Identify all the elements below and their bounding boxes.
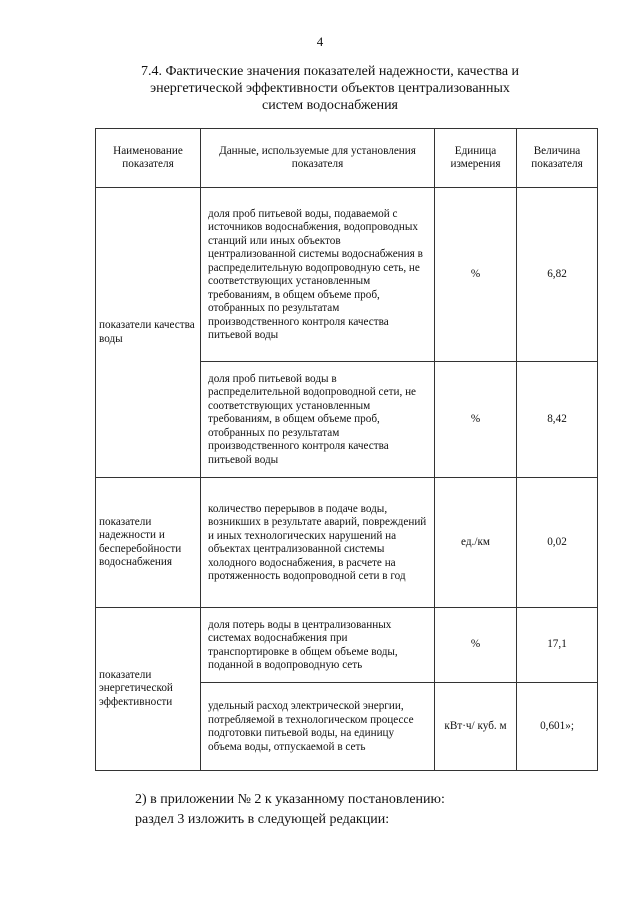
row-unit: кВт·ч/ куб. м — [435, 683, 517, 771]
row-unit: % — [435, 188, 517, 362]
header-unit: Единица измерения — [435, 129, 517, 188]
amendment-text-line-2: раздел 3 изложить в следующей редакции: — [135, 812, 390, 827]
category-reliability: показатели надежности и бесперебойности водоснабжения — [96, 478, 201, 608]
indicators-table — [95, 128, 598, 771]
row-value: 17,1 — [517, 608, 598, 683]
header-source-data: Данные, используемые для установления показателя — [201, 129, 435, 188]
table-row — [96, 478, 598, 608]
row-unit: ед./км — [435, 478, 517, 608]
table-row — [96, 188, 598, 362]
page-number: 4 — [316, 34, 324, 49]
row-value: 6,82 — [517, 188, 598, 362]
row-description: количество перерывов в подаче воды, возникших в результате аварий, повреждений и иных технологических нарушений на объектах централизованной системы холодного водоснабжения, в расчете на протяженность водопроводной сети в год — [201, 478, 435, 608]
table-header-row — [96, 129, 598, 188]
row-description: доля потерь воды в централизованных системах водоснабжения при транспортировке в общем объеме воды, поданной в водопроводную сеть — [201, 608, 435, 683]
category-water-quality: показатели качества воды — [96, 188, 201, 478]
header-indicator-name: Наименование показателя — [96, 129, 201, 188]
row-value: 8,42 — [517, 362, 598, 478]
row-unit: % — [435, 362, 517, 478]
row-description: удельный расход электрической энергии, потребляемой в технологическом процессе подготовки питьевой воды, на единицу объема воды, отпускаемой в сеть — [201, 683, 435, 771]
row-description: доля проб питьевой воды в распределительной водопроводной сети, не соответствующих установленным требованиям, в общем объеме проб, отобранных по результатам производственного контроля качества питьевой воды — [201, 362, 435, 478]
row-value: 0,601»; — [517, 683, 598, 771]
row-unit: % — [435, 608, 517, 683]
category-energy-efficiency: показатели энергетической эффективности — [96, 608, 201, 771]
section-title: 7.4. Фактические значения показателей надежности, качества и энергетической эффективности объектов централизованных систем водоснабжения — [140, 64, 520, 113]
amendment-text-line-1: 2) в приложении № 2 к указанному постановлению: — [135, 792, 445, 807]
row-description: доля проб питьевой воды, подаваемой с источников водоснабжения, водопроводных станций или иных объектов централизованной системы водоснабжения в распределительную водопроводную сеть, не соответствующих установленным требованиям, в общем объеме проб, отобранных по результатам производственного контроля качества питьевой воды — [201, 188, 435, 362]
table-row — [96, 608, 598, 683]
row-value: 0,02 — [517, 478, 598, 608]
header-value: Величина показателя — [517, 129, 598, 188]
